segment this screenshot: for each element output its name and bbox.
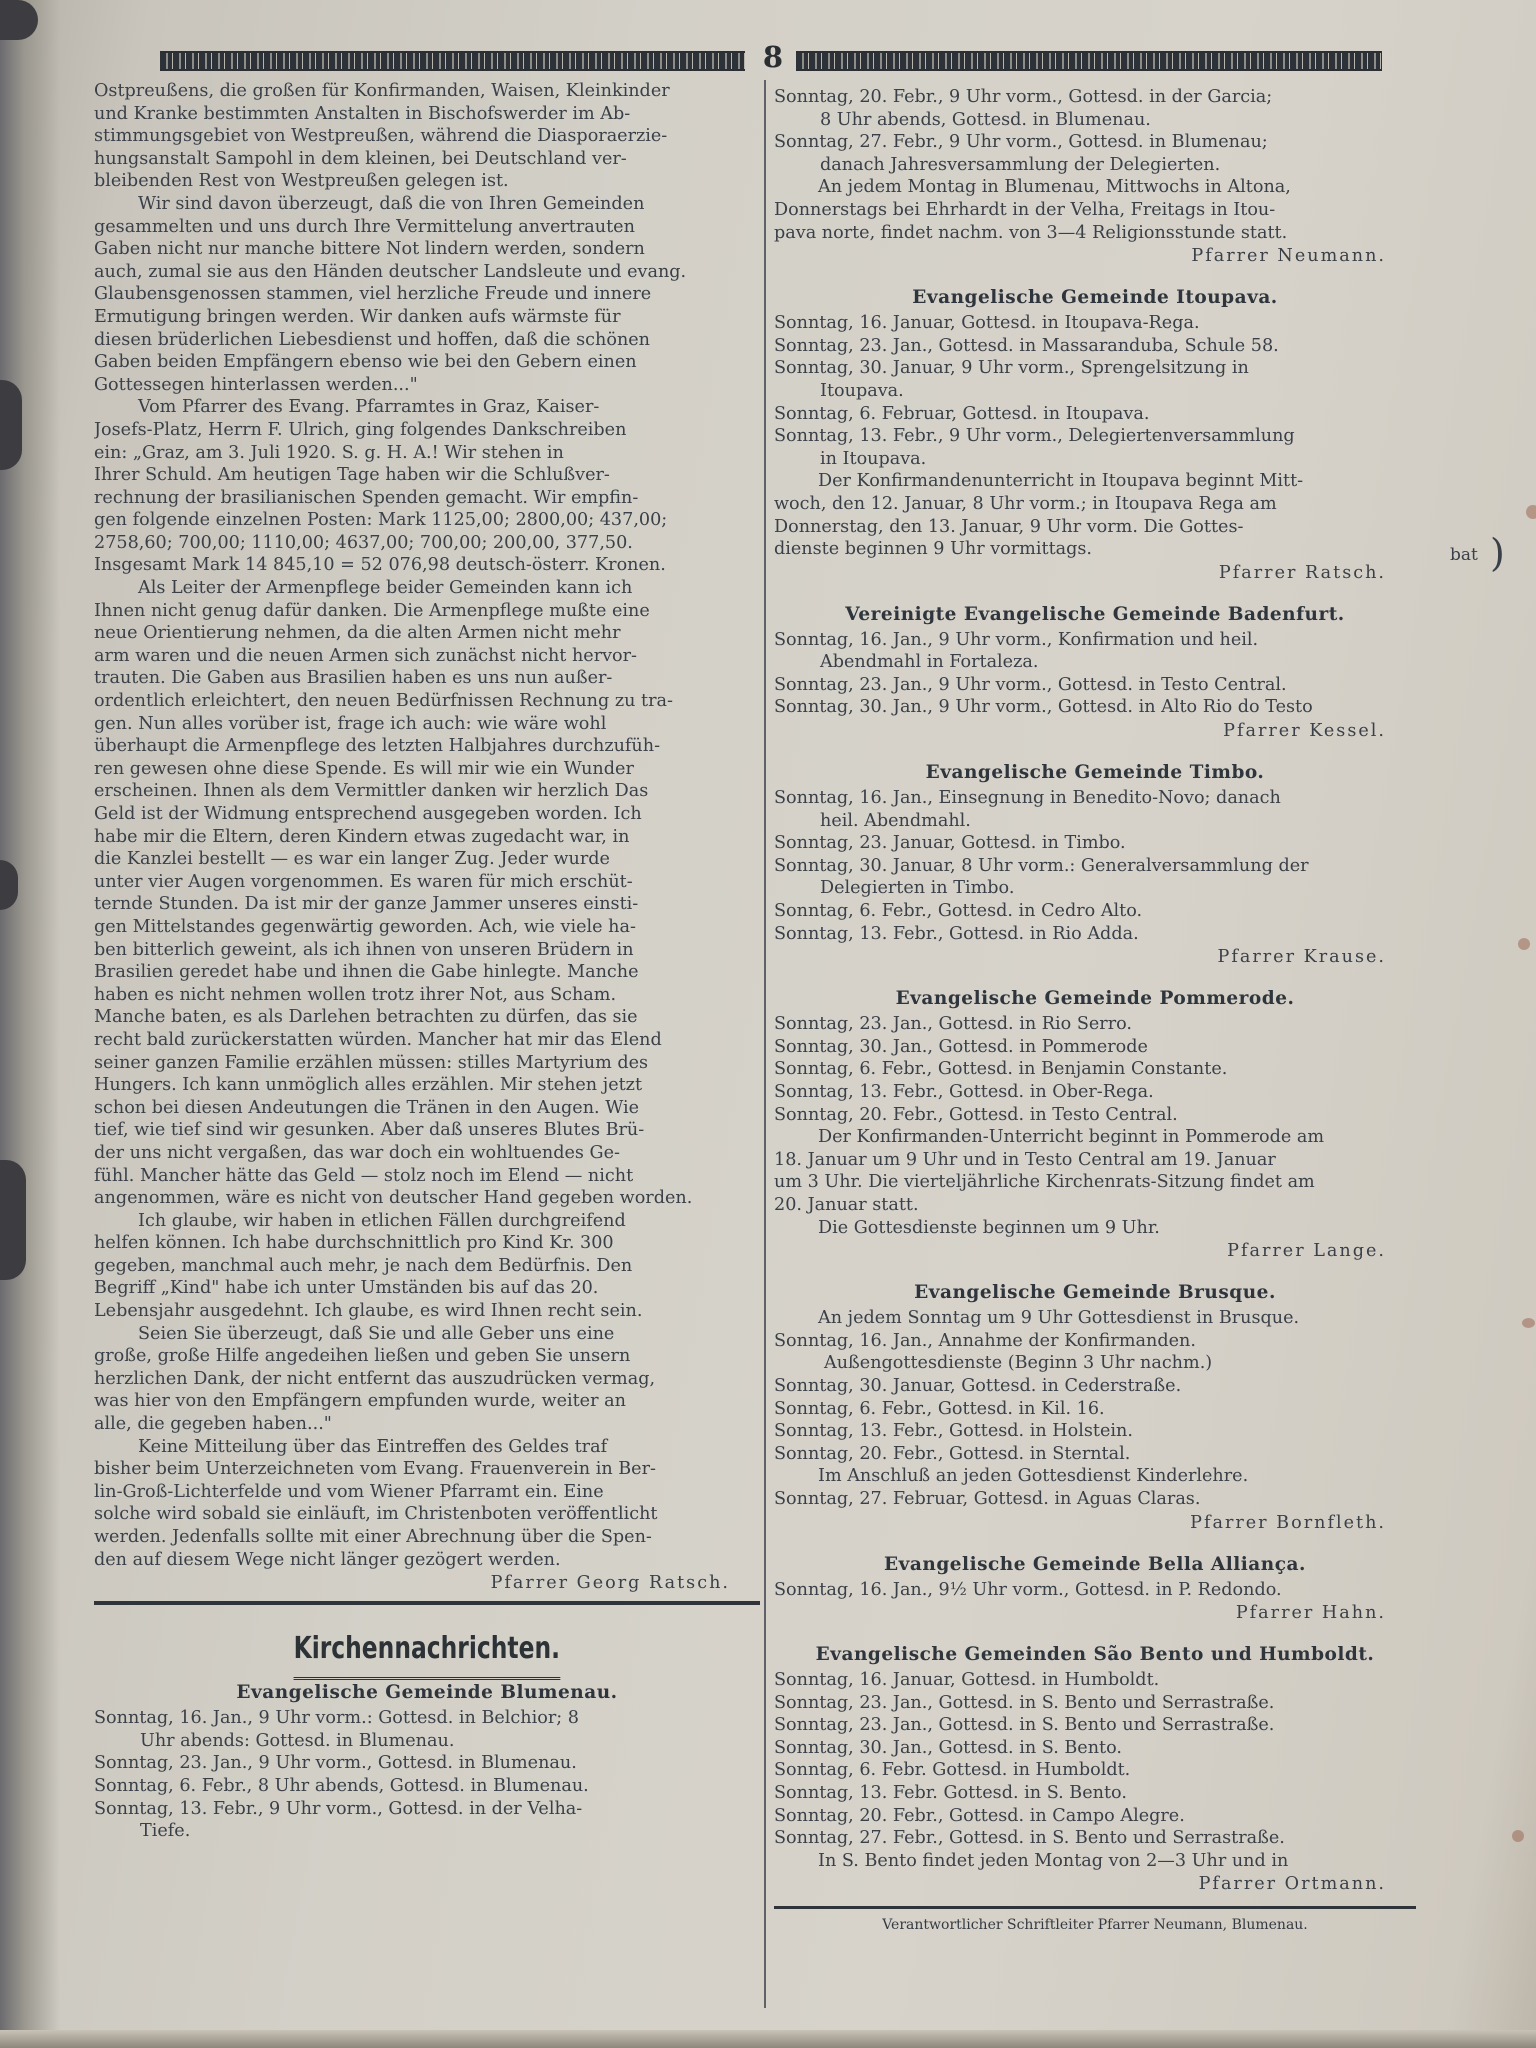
text-line: Donnerstags bei Ehrhardt in der Velha, Freitags in Itou- [774,199,1276,220]
pastor-signature: Pfarrer Bornfleth. [1190,1512,1386,1533]
text-line: recht bald zurückerstatten würden. Mancher hat mir das Elend [94,1029,662,1050]
text-line: Gottessegen hinterlassen werden..." [94,374,418,395]
text-line: auch, zumal sie aus den Händen deutscher Landsleute und evang. [94,261,687,282]
text-line: werden. Jedenfalls sollte mit einer Abrechnung über die Spen- [94,1527,652,1547]
stain [1522,1318,1535,1328]
text-line: Manche baten, es als Darlehen betrachten zu dürfen, das sie [94,1007,638,1028]
text-line: Hungers. Ich kann unmöglich alles erzählen. Mir stehen jetzt [94,1075,643,1096]
text-line: Ihrer Schuld. Am heutigen Tage haben wir die Schlußver- [94,465,610,486]
section-heading: Evangelische Gemeinden São Bento und Humboldt. [815,1644,1375,1666]
text-line: hungsanstalt Sampohl in dem kleinen, bei Deutschland ver- [94,148,627,169]
text-line: alle, die gegeben haben..." [94,1414,332,1435]
text-line: helfen können. Ich habe durchschnittlich pro Kind Kr. 300 [94,1233,614,1254]
text-line: Als Leiter der Armenpflege beider Gemeinden kann ich [138,578,633,599]
text-line: Sonntag, 30. Jan., 9 Uhr vorm., Gottesd. in Alto Rio do Testo [774,697,1313,718]
parish-section [774,1263,1416,1534]
text-line: fühl. Mancher hätte das Geld — stolz noch im Elend — nicht [94,1165,634,1186]
parish-section [774,585,1416,743]
text-line: Sonntag, 13. Febr., 9 Uhr vorm., Gottesd. in der Velha- [94,1798,583,1819]
text-line: lin-Groß-Lichterfelde und vom Wiener Pfarramt ein. Eine [94,1481,604,1502]
text-line: Sonntag, 30. Januar, 9 Uhr vorm., Sprengelsitzung in [774,358,1249,379]
footer-rule [774,1906,1416,1909]
text-line: danach Jahresversammlung der Delegierten. [820,154,1221,175]
text-line: Sonntag, 16. Januar, Gottesd. in Itoupava-Rega. [774,313,1200,334]
kirchennachrichten-title [94,1623,760,1675]
right-column [774,86,1416,1933]
page-header-rule [160,40,1382,74]
section-schedule [774,629,1416,719]
section-heading: Vereinigte Evangelische Gemeinde Badenfurt. [845,603,1345,625]
column-divider [764,80,766,2008]
text-line: Sonntag, 13. Febr., Gottesd. in Holstein. [774,1421,1133,1442]
text-line: gen. Nun alles vorüber ist, frage ich auch: wie wäre wohl [94,713,607,734]
section-schedule [774,1669,1416,1872]
text-line: Sonntag, 27. Febr., Gottesd. in S. Bento und Serrastraße. [774,1828,1285,1849]
pastor-signature: Pfarrer Hahn. [1235,1603,1386,1624]
text-line: Seien Sie überzeugt, daß Sie und alle Geber uns eine [138,1323,615,1344]
text-line: Ermutigung bringen werden. Wir danken aufs wärmste für [94,306,621,327]
text-line: diesen brüderlichen Liebesdienst und hoffen, daß die schönen [94,329,651,350]
text-line: 2758,60; 700,00; 1110,00; 4637,00; 700,00; 200,00, 377,50. [94,532,633,553]
pastor-signature: Pfarrer Ratsch. [1218,562,1386,583]
margin-note-text: bat [1450,545,1478,565]
text-line: um 3 Uhr. Die vierteljährliche Kirchenrats-Sitzung findet am [774,1172,1315,1193]
text-line: ren gewesen ohne diese Spende. Es will mir wie ein Wunder [94,758,634,779]
text-line: tief, wie tief sind wir gesunken. Aber daß unseres Blutes Brü- [94,1120,645,1141]
text-line: die Kanzlei bestellt — es war ein langer Zug. Jeder wurde [94,849,610,870]
text-line: Sonntag, 6. Febr., Gottesd. in Benjamin Constante. [774,1059,1228,1080]
text-line: Sonntag, 6. Febr., Gottesd. in Kil. 16. [774,1398,1105,1419]
text-line: woch, den 12. Januar, 8 Uhr vorm.; in Itoupava Rega am [774,493,1277,514]
page-number: 8 [762,40,784,74]
text-line: dienste beginnen 9 Uhr vormittags. [774,539,1093,560]
pastor-signature: Pfarrer Ortmann. [1198,1874,1386,1895]
text-line: solche wird sobald sie einläuft, im Christenboten veröffentlicht [94,1504,658,1525]
text-line: Brasilien geredet habe und ihnen die Gabe hinlegte. Manche [94,962,639,983]
text-line: Delegierten in Timbo. [820,878,1015,899]
text-line: 18. Januar um 9 Uhr und in Testo Central am 19. Januar [774,1149,1276,1170]
section-heading: Evangelische Gemeinde Pommerode. [895,988,1295,1010]
brace-icon: ) [1490,531,1505,575]
text-line: große, große Hilfe angedeihen ließen und geben Sie unsern [94,1346,631,1367]
text-line: bleibenden Rest von Westpreußen gelegen ist. [94,171,509,192]
text-line: in Itoupava. [820,448,927,469]
text-line: habe mir die Eltern, deren Kindern etwas zugedacht war, in [94,826,630,847]
text-line: Sonntag, 13. Febr., 9 Uhr vorm., Delegiertenversammlung [774,426,1295,447]
text-line: der uns nicht vergaßen, das war doch ein wohltuendes Ge- [94,1142,620,1163]
text-line: Sonntag, 16. Jan., Annahme der Konfirmanden. [774,1330,1196,1351]
text-line: rechnung der brasilianischen Spenden gemacht. Wir empfin- [94,487,639,508]
text-line: Sonntag, 16. Jan., 9 Uhr vorm., Konfirmation und heil. [774,629,1259,650]
article-signature: Pfarrer Georg Ratsch. [490,1573,730,1594]
text-line: haben es nicht nehmen wollen trotz ihrer Not, aus Scham. [94,984,617,1005]
left-column [94,80,760,1843]
text-line: Der Konfirmanden-Unterricht beginnt in Pommerode am [818,1127,1325,1148]
text-line: Sonntag, 20. Febr., Gottesd. in Sterntal. [774,1443,1131,1464]
text-line: Abendmahl in Fortaleza. [820,652,1039,673]
text-line: seiner ganzen Familie erzählen müssen: stilles Martyrium des [94,1052,649,1073]
text-line: Außengottesdienste (Beginn 3 Uhr nachm.) [824,1353,1213,1374]
blumenau-schedule [94,1707,760,1843]
text-line: Vom Pfarrer des Evang. Pfarramtes in Graz, Kaiser- [138,397,600,418]
section-schedule [774,1013,1416,1239]
text-line: Sonntag, 13. Febr. Gottesd. in S. Bento. [774,1783,1127,1804]
page-left-edge [0,0,60,2048]
text-line: Wir sind davon überzeugt, daß die von Ihren Gemeinden [138,193,645,214]
text-line: ben bitterlich geweint, als ich ihnen von unseren Brüdern in [94,939,634,960]
text-line: Sonntag, 23. Jan., Gottesd. in S. Bento und Serrastraße. [774,1715,1275,1736]
text-line: Sonntag, 20. Febr., Gottesd. in Testo Central. [774,1104,1178,1125]
text-line: den auf diesem Wege nicht länger gezögert werden. [94,1549,561,1570]
text-line: Sonntag, 16. Januar, Gottesd. in Humboldt. [774,1670,1160,1691]
text-line: 20. Januar statt. [774,1194,919,1215]
text-line: Tiefe. [140,1821,191,1842]
text-line: herzlichen Dank, der nicht entfernt das auszudrücken vermag, [94,1368,656,1389]
pastor-signature: Pfarrer Lange. [1227,1241,1386,1262]
text-line: An jedem Montag in Blumenau, Mittwochs in Altona, [818,177,1291,198]
text-line: Keine Mitteilung über das Eintreffen des Geldes traf [138,1436,608,1457]
stain [1526,505,1536,519]
text-line: Sonntag, 23. Jan., Gottesd. in Massaranduba, Schule 58. [774,335,1279,356]
text-line: bisher beim Unterzeichneten vom Evang. Frauenverein in Ber- [94,1459,656,1480]
text-line: Sonntag, 23. Jan., Gottesd. in S. Bento und Serrastraße. [774,1692,1275,1713]
text-line: Ich glaube, wir haben in etlichen Fällen durchgreifend [138,1210,626,1231]
text-line: trauten. Die Gaben aus Brasilien haben es uns nun außer- [94,668,613,689]
text-line: Sonntag, 23. Jan., 9 Uhr vorm., Gottesd. in Blumenau. [94,1753,577,1774]
text-line: Sonntag, 30. Jan., Gottesd. in S. Bento. [774,1737,1122,1758]
section-heading-blumenau: Evangelische Gemeinde Blumenau. [236,1682,618,1704]
pastor-signature: Pfarrer Kessel. [1223,721,1386,742]
text-line: gegeben, manchmal auch mehr, je nach dem Bedürfnis. Den [94,1255,633,1276]
text-line: was hier von den Empfängern empfunden wurde, weiter an [94,1391,626,1412]
text-line: ternde Stunden. Da ist mir der ganze Jammer unseres einsti- [94,894,639,915]
text-line: Sonntag, 6. Febr., Gottesd. in Cedro Alto. [774,901,1143,922]
text-line: Insgesamt Mark 14 845,10 = 52 076,98 deutsch-österr. Kronen. [94,555,666,576]
text-line: gen folgende einzelnen Posten: Mark 1125,00; 2800,00; 437,00; [94,510,668,531]
article-body [94,80,760,1571]
section-heading: Evangelische Gemeinde Itoupava. [912,287,1278,309]
text-line: Sonntag, 20. Febr., Gottesd. in Campo Alegre. [774,1805,1185,1826]
stain [1512,1830,1524,1842]
section-schedule [774,312,1416,561]
parish-section [774,1535,1416,1626]
text-line: Der Konfirmandenunterricht in Itoupava beginnt Mitt- [818,471,1304,492]
text-line: angenommen, wäre es nicht von deutscher Hand gegeben worden. [94,1188,693,1209]
text-line: Sonntag, 16. Jan., Einsegnung in Benedito-Novo; danach [774,788,1281,809]
text-line: Sonntag, 6. Febr., 8 Uhr abends, Gottesd. in Blumenau. [94,1775,589,1796]
header-ornament-left [160,51,745,71]
text-line: gen Mittelstandes gegenwärtig geworden. Ach, wie viele ha- [94,916,636,937]
text-line: stimmungsgebiet von Westpreußen, während die Diasporaerzie- [94,126,668,147]
text-line: In S. Bento findet jeden Montag von 2—3 Uhr und in [818,1850,1289,1871]
text-line: Sonntag, 23. Jan., 9 Uhr vorm., Gottesd. in Testo Central. [774,674,1287,695]
text-line: Lebensjahr ausgedehnt. Ich glaube, es wird Ihnen recht sein. [94,1301,643,1322]
text-line: Sonntag, 23. Januar, Gottesd. in Timbo. [774,833,1126,854]
text-line: Sonntag, 13. Febr., Gottesd. in Ober-Rega. [774,1082,1154,1102]
stain [1518,938,1530,950]
text-line: arm waren und die neuen Armen sich zunächst nicht hervor- [94,645,638,666]
text-line: Sonntag, 27. Februar, Gottesd. in Aguas Claras. [774,1488,1201,1509]
parish-section [774,268,1416,585]
text-line: An jedem Sonntag um 9 Uhr Gottesdienst in Brusque. [818,1308,1300,1329]
blumenau-signature: Pfarrer Neumann. [1191,246,1386,267]
text-line: Ihnen nicht genug dafür danken. Die Armenpflege mußte eine [94,600,650,621]
text-line: schon bei diesen Andeutungen die Tränen in den Augen. Wie [94,1097,640,1118]
text-line: Begriff „Kind" habe ich unter Umständen bis auf das 20. [94,1278,599,1299]
pastor-signature: Pfarrer Krause. [1217,947,1386,968]
text-line: Geld ist der Widmung entsprechend ausgegeben worden. Ich [94,804,642,824]
text-line: Josefs-Platz, Herrn F. Ulrich, ging folgendes Dankschreiben [94,419,627,440]
parish-section [774,1625,1416,1896]
text-line: gesammelten und uns durch Ihre Vermittelung anvertrauten [94,216,635,237]
kirchennachrichten-title-text: Kirchennachrichten. [294,1623,560,1680]
text-line: neue Orientierung nehmen, da die alten Armen nicht mehr [94,623,621,644]
blumenau-schedule-continued [774,86,1416,244]
text-line: ein: „Graz, am 3. Juli 1920. S. g. H. A.! Wir stehen in [94,442,564,463]
text-line: Sonntag, 6. Februar, Gottesd. in Itoupava. [774,403,1150,424]
text-line: Sonntag, 16. Jan., 9½ Uhr vorm., Gottesd. in P. Redondo. [774,1579,1282,1600]
section-schedule [774,787,1416,945]
text-line: Itoupava. [820,380,904,401]
text-line: Gaben beiden Empfängern ebenso wie bei den Gebern einen [94,352,637,373]
text-line: Im Anschluß an jeden Gottesdienst Kinderlehre. [818,1466,1249,1487]
section-schedule [774,1579,1416,1602]
section-rule [94,1601,760,1605]
page-bottom-edge [0,2030,1536,2048]
text-line: Sonntag, 13. Febr., Gottesd. in Rio Adda. [774,923,1139,944]
header-ornament-right [796,51,1382,71]
text-line: Sonntag, 16. Jan., 9 Uhr vorm.: Gottesd. in Belchior; 8 [94,1708,579,1729]
text-line: Sonntag, 30. Januar, Gottesd. in Cederstraße. [774,1375,1182,1396]
margin-note [1450,531,1505,575]
text-line: unter vier Augen vorgenommen. Es waren für mich erschüt- [94,871,633,892]
text-line: Gaben nicht nur manche bittere Not lindern werden, sondern [94,239,645,260]
text-line: Die Gottesdienste beginnen um 9 Uhr. [818,1217,1160,1238]
text-line: und Kranke bestimmten Anstalten in Bischofswerder im Ab- [94,103,631,124]
text-line: erscheinen. Ihnen als dem Vermittler danken wir herzlich Das [94,781,649,802]
text-line: ordentlich erleichtert, den neuen Bedürfnissen Rechnung zu tra- [94,691,673,712]
text-line: Donnerstag, den 13. Januar, 9 Uhr vorm. Die Gottes- [774,516,1244,537]
text-line: Uhr abends: Gottesd. in Blumenau. [140,1730,455,1751]
text-line: Sonntag, 6. Febr. Gottesd. in Humboldt. [774,1760,1131,1781]
editor-footer: Verantwortlicher Schriftleiter Pfarrer Neumann, Blumenau. [882,1917,1308,1934]
parish-section [774,969,1416,1263]
text-line: Sonntag, 20. Febr., 9 Uhr vorm., Gottesd. in der Garcia; [774,87,1273,107]
text-line: Sonntag, 30. Jan., Gottesd. in Pommerode [774,1036,1148,1057]
text-line: überhaupt die Armenpflege des letzten Halbjahres durchzufüh- [94,736,661,757]
text-line: Sonntag, 27. Febr., 9 Uhr vorm., Gottesd. in Blumenau; [774,132,1268,153]
parish-section [774,743,1416,969]
section-heading: Evangelische Gemeinde Bella Alliança. [884,1553,1306,1575]
text-line: pava norte, findet nachm. von 3—4 Religionsstunde statt. [774,222,1288,243]
text-line: Sonntag, 30. Januar, 8 Uhr vorm.: Generalversammlung der [774,855,1309,876]
parish-sections [774,268,1416,1896]
text-line: Ostpreußens, die großen für Konfirmanden, Waisen, Kleinkinder [94,81,670,101]
text-line: Glaubensgenossen stammen, viel herzliche Freude und innere [94,284,652,305]
section-schedule [774,1307,1416,1510]
section-heading: Evangelische Gemeinde Timbo. [925,762,1265,784]
text-line: heil. Abendmahl. [820,810,971,831]
text-line: Sonntag, 23. Jan., Gottesd. in Rio Serro. [774,1014,1132,1035]
section-heading: Evangelische Gemeinde Brusque. [914,1282,1276,1304]
text-line: 8 Uhr abends, Gottesd. in Blumenau. [820,109,1151,130]
